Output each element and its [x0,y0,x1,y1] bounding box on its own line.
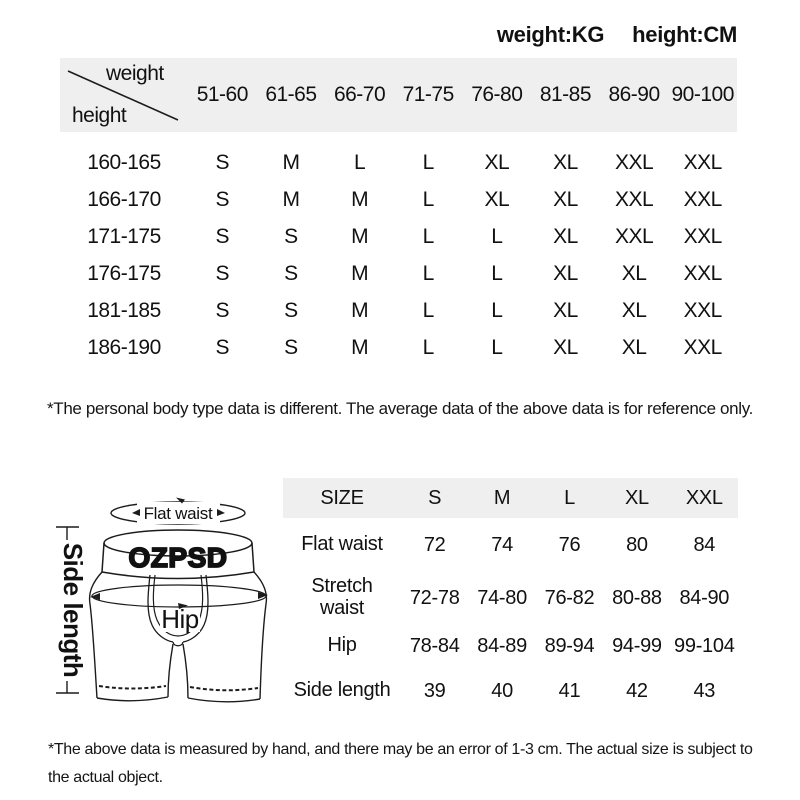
measure-cell: 78-84 [409,634,460,657]
size-cell: L [353,150,366,174]
measure-cell: 74-80 [477,586,527,609]
size-cell: XL [553,187,578,211]
size-cell: L [422,335,434,359]
size-cell: XXL [683,335,722,359]
matrix-footnote: *The personal body type data is different. The average data of the above data is for reference only. [47,399,753,418]
size-cell: M [351,298,369,322]
size-cell: L [422,298,434,322]
size-header-cell: SIZE [320,486,364,509]
matrix-row [60,218,737,255]
size-cell: M [351,335,369,359]
measure-cell: 84-89 [477,634,527,657]
weight-column-header: 61-65 [265,83,317,106]
weight-column-header: 90-100 [671,83,734,106]
measure-label: Hip [327,634,357,657]
size-cell: S [215,261,230,285]
side-length-label: Side length [58,542,88,678]
units-line [497,22,737,48]
size-cell: XL [484,187,510,211]
flat-waist-label: Flat waist [143,504,213,523]
height-row-label: 171-175 [87,224,161,248]
measure-cell: 76 [558,533,581,556]
size-cell: S [284,298,298,322]
weight-unit-label: weight:KG [496,22,605,47]
size-header-cell: XL [624,486,649,509]
size-cell: XL [553,150,578,174]
measurement-footnote [48,736,793,792]
measure-cell: 72 [423,533,446,556]
size-matrix-header [60,58,737,132]
measure-cell: 72-78 [409,586,460,609]
size-cell: M [351,261,369,285]
left-inner-seam [168,644,173,697]
size-cell: XXL [683,150,722,174]
size-cell: S [284,224,298,248]
right-hem-stitches [190,687,258,690]
measurement-table-body [283,518,738,714]
height-row-label: 160-165 [87,150,161,174]
size-cell: XL [553,335,578,359]
size-cell: L [422,187,434,211]
weight-column-header: 66-70 [333,83,386,106]
size-cell: S [215,150,230,174]
size-cell: XL [621,261,647,285]
measure-cell: 94-99 [612,634,662,657]
footnote-line: *The above data is measured by hand, and there may be an error of 1-3 cm. The actual size is subject to [48,741,753,758]
matrix-row [60,255,737,292]
size-cell: XL [621,298,647,322]
size-cell: M [351,224,369,248]
height-unit-label: height:CM [632,22,737,47]
size-cell: S [215,335,230,359]
brand-logo: OZPSD [128,542,228,573]
size-cell: M [282,150,300,174]
matrix-row [60,144,737,181]
size-cell: L [491,298,503,322]
size-cell: XL [484,150,510,174]
hip-label: Hip [161,604,199,634]
measure-cell: 42 [626,679,648,702]
measure-cell: 76-82 [544,586,595,609]
measure-cell: 80-88 [612,586,662,609]
size-cell: S [284,335,298,359]
size-cell: XXL [614,150,654,174]
measurement-table-header [283,478,738,518]
size-cell: M [351,187,369,211]
weight-column-header: 51-60 [196,83,248,106]
measure-cell: 80 [626,533,648,556]
measure-cell: 41 [558,679,581,702]
size-header-cell: S [428,486,442,509]
size-cell: L [422,261,434,285]
height-row-label: 176-175 [87,261,161,285]
measure-cell: 84 [693,533,716,556]
footnote-line: the actual object. [48,769,163,786]
measure-label: Side length [293,679,391,702]
height-row-label: 186-190 [87,335,161,359]
measure-cell: 43 [693,679,716,702]
height-row-label: 166-170 [87,187,161,211]
crotch-seam [173,642,183,646]
size-cell: L [422,224,434,248]
measurement-row [283,518,738,572]
boxer-shorts-diagram [40,485,295,725]
weight-column-header: 71-75 [402,83,454,106]
matrix-row [60,292,737,329]
size-cell: L [491,224,503,248]
size-header-cell: M [493,486,511,509]
size-cell: XXL [614,187,654,211]
size-cell: XXL [614,224,654,248]
weight-column-header: 86-90 [608,83,660,106]
size-cell: XXL [683,187,722,211]
size-cell: XXL [683,261,722,285]
measure-label: Flat waist [301,533,383,556]
measurement-row [283,572,738,624]
height-row-label: 181-185 [87,298,161,322]
flat-waist-left-arrow-icon [132,509,140,516]
measure-cell: 40 [491,679,513,702]
measure-cell: 89-94 [544,634,595,657]
matrix-row [60,181,737,218]
size-matrix-body [60,144,737,366]
weight-column-header: 76-80 [471,83,523,106]
corner-weight-label: weight [106,62,164,85]
size-cell: M [282,187,300,211]
measure-label: Stretch waist [311,575,373,619]
measure-cell: 99-104 [674,634,735,657]
matrix-corner-cell [60,58,188,132]
size-cell: L [491,261,503,285]
corner-height-label: height [72,104,127,127]
measurement-row [283,624,738,668]
size-cell: XXL [683,224,722,248]
size-cell: XL [621,335,647,359]
size-cell: XL [553,261,578,285]
size-cell: XL [553,298,578,322]
matrix-row [60,329,737,366]
size-cell: L [491,335,503,359]
flat-waist-right-arrow-icon [217,509,225,516]
size-cell: S [215,187,230,211]
left-hem-stitches [99,686,166,689]
size-cell: S [215,224,230,248]
weight-column-header: 81-85 [539,83,592,106]
size-cell: S [215,298,230,322]
measure-cell: 74 [491,533,513,556]
size-header-cell: XXL [685,486,723,509]
size-cell: S [284,261,298,285]
size-cell: XXL [683,298,722,322]
measurement-row [283,668,738,714]
right-inner-seam [183,644,188,698]
size-header-cell: L [564,486,575,509]
measure-cell: 84-90 [679,586,730,609]
measure-cell: 39 [423,679,446,702]
size-cell: XL [553,224,578,248]
size-cell: L [422,150,434,174]
